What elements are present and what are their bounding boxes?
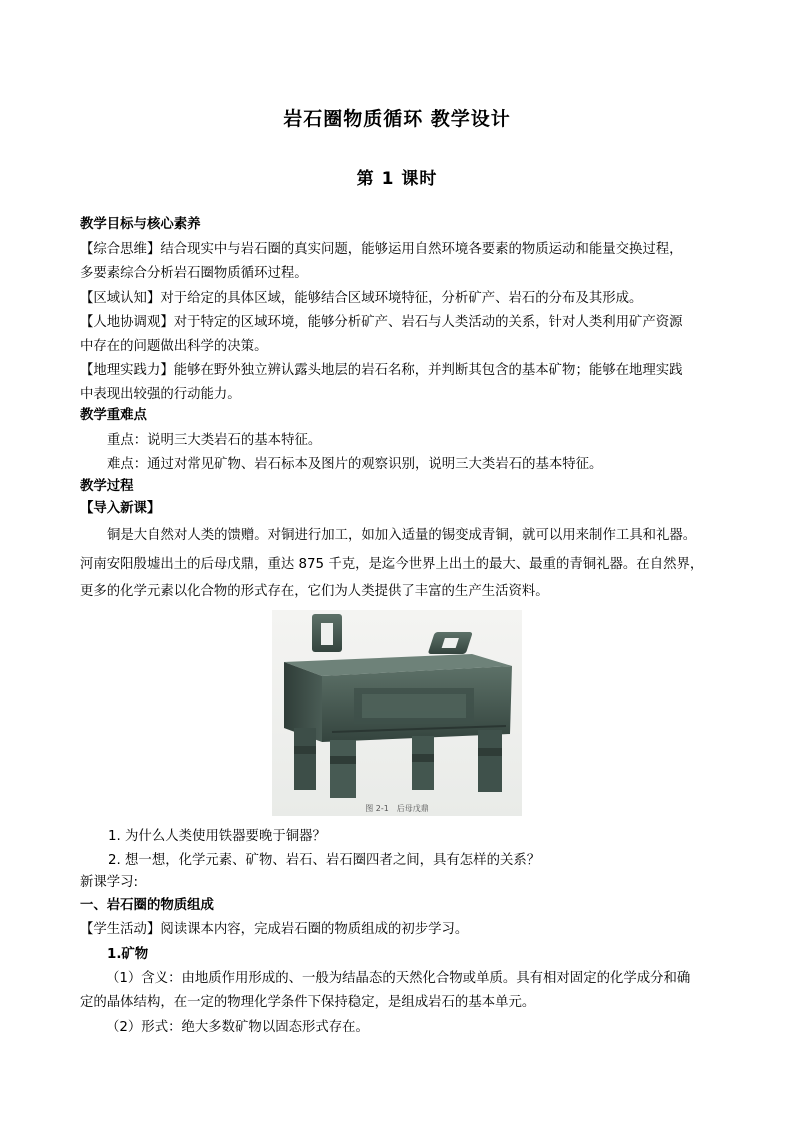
lesson-subtitle: 第 1 课时: [356, 169, 438, 189]
question-2: 2. 想一想，化学元素、矿物、岩石、岩石圈四者之间，具有怎样的关系？: [108, 853, 541, 868]
objective-harmony-line1: 【人地协调观】对于特定的区域环境，能够分析矿产、岩石与人类活动的关系，针对人类利用矿产资源: [80, 315, 683, 330]
keypoints-heading: 教学重难点: [80, 408, 147, 423]
new-lesson-label: 新课学习:: [80, 875, 139, 890]
intro-paragraph-line2: 河南安阳殷墟出土的后母戊鼎，重达 875 千克，是迄今世界上出土的最大、最重的青铜礼器。在自然界，: [80, 557, 704, 572]
mineral-definition-line1: （1）含义：由地质作用形成的、一般为结晶态的天然化合物或单质。具有相对固定的化学成分和确: [106, 971, 691, 986]
mineral-form-text: （2）形式：绝大多数矿物以固态形式存在。: [106, 1020, 369, 1035]
mineral-heading: 1.矿物: [107, 947, 149, 962]
objective-regional-line1: 【区域认知】对于给定的具体区域，能够结合区域环境特征，分析矿产、岩石的分布及其形成。: [80, 291, 643, 306]
question-1: 1. 为什么人类使用铁器要晚于铜器？: [108, 829, 326, 844]
intro-paragraph-line1: 铜是大自然对人类的馈赠。对铜进行加工，如加入适量的锡变成青铜，就可以用来制作工具和礼器。: [107, 528, 697, 543]
process-heading: 教学过程: [80, 479, 134, 494]
mineral-definition-line2: 定的晶体结构，在一定的物理化学条件下保持稳定，是组成岩石的基本单元。: [80, 995, 536, 1010]
objective-practice-line2: 中表现出较强的行动能力。: [80, 387, 241, 402]
intro-paragraph-line3: 更多的化学元素以化合物的形式存在，它们为人类提供了丰富的生产生活资料。: [80, 584, 549, 599]
objective-practice-line1: 【地理实践力】能够在野外独立辨认露头地层的岩石名称，并判断其包含的基本矿物；能够在地理实践: [80, 363, 683, 378]
objective-comprehensive-line2: 多要素综合分析岩石圈物质循环过程。: [80, 266, 308, 281]
document-title: 岩石圈物质循环 教学设计: [283, 108, 511, 130]
difficulty-text: 难点：通过对常见矿物、岩石标本及图片的观察识别，说明三大类岩石的基本特征。: [107, 457, 603, 472]
objectives-heading: 教学目标与核心素养: [80, 217, 201, 232]
objective-comprehensive-line1: 【综合思维】结合现实中与岩石圈的真实问题，能够运用自然环境各要素的物质运动和能量交换过程，: [80, 242, 683, 257]
student-activity-text: 【学生活动】阅读课本内容，完成岩石圈的物质组成的初步学习。: [80, 922, 469, 937]
section-heading-composition: 一、岩石圈的物质组成: [80, 898, 214, 913]
bronze-ding-illustration: [272, 610, 522, 800]
objective-harmony-line2: 中存在的问题做出科学的决策。: [80, 339, 268, 354]
intro-heading: 【导入新课】: [80, 501, 161, 516]
figure-caption: 图 2-1 后母戊鼎: [365, 804, 429, 813]
keypoint-text: 重点：说明三大类岩石的基本特征。: [107, 433, 322, 448]
bronze-ding-image: [272, 610, 522, 816]
